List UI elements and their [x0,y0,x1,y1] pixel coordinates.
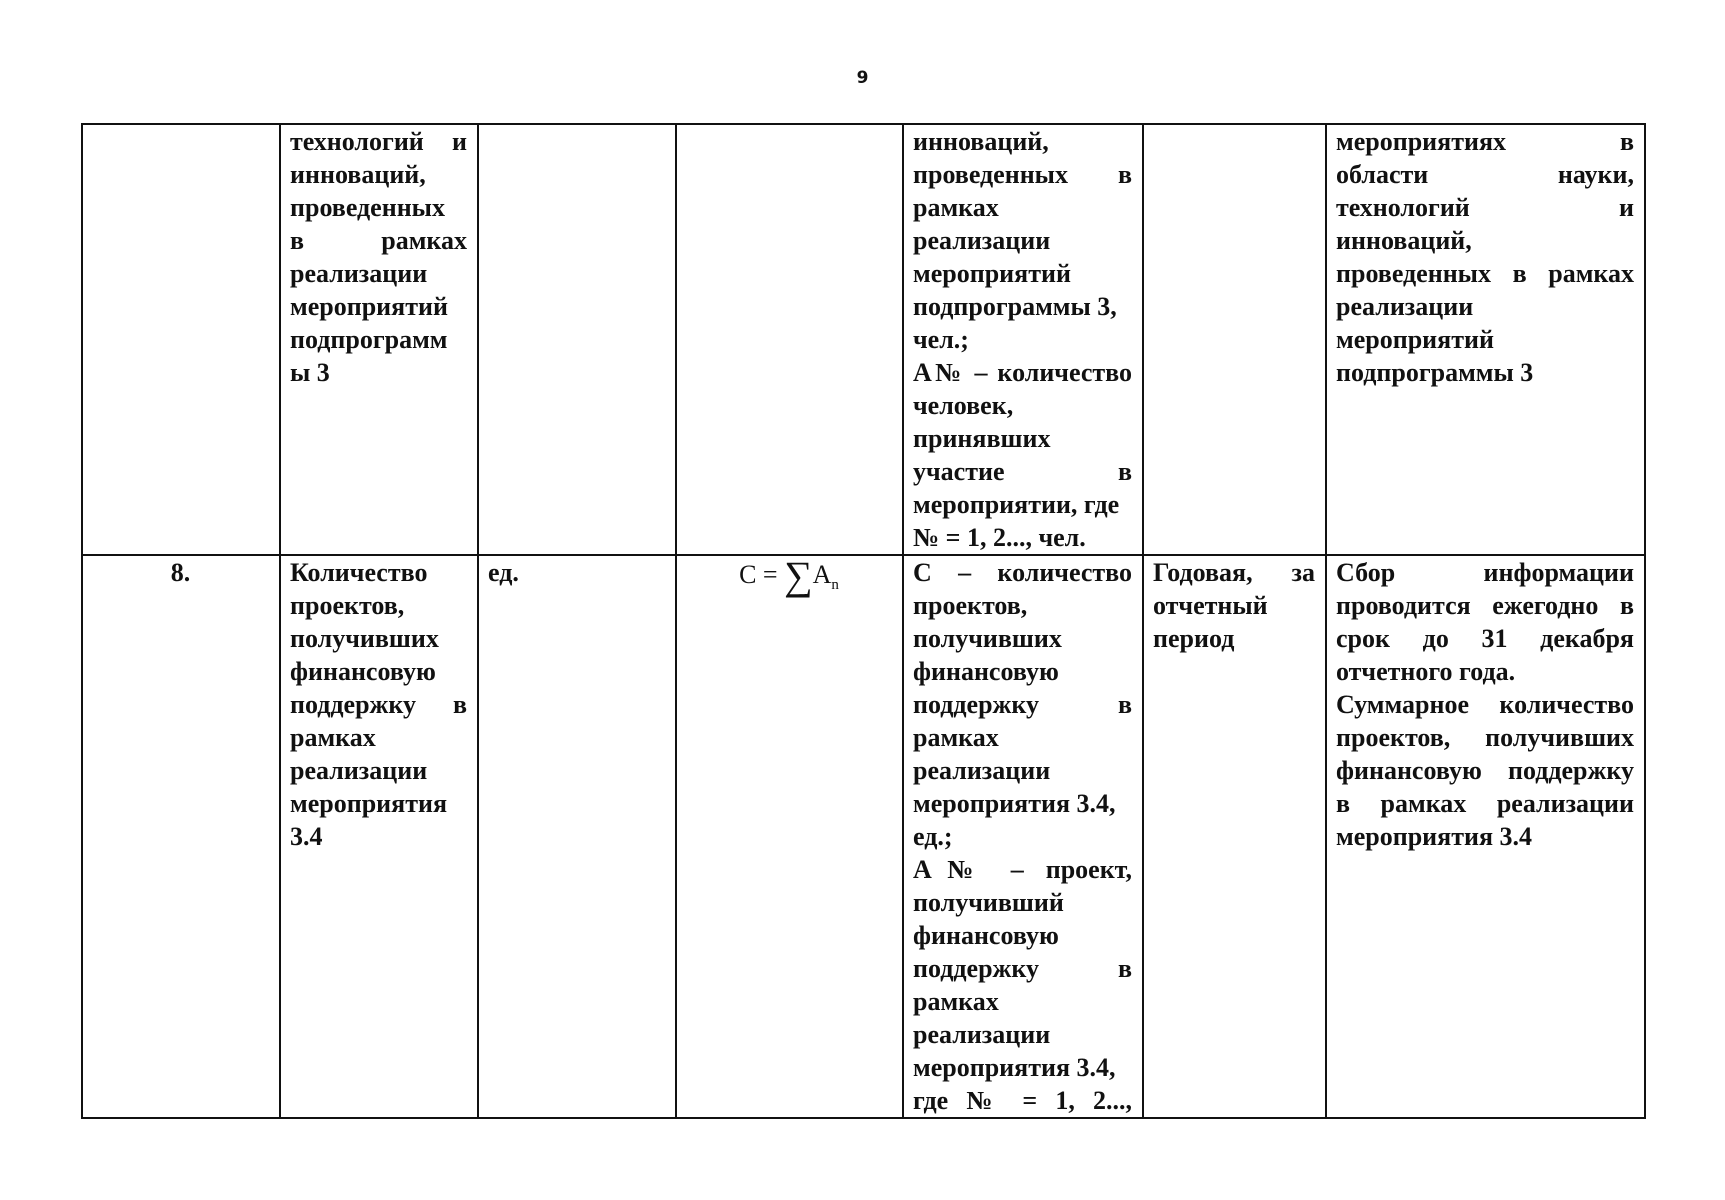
text-line: финансовую [913,657,1059,686]
text-line: в рамках реализации [1336,789,1634,818]
period-cell [1143,555,1326,1118]
text-line: поддержку в [913,954,1132,983]
text-line: подпрограммы 3 [1336,358,1534,387]
text-line: реализации [913,1020,1051,1049]
indicator-name-cell [280,555,478,1118]
text-line: поддержку в [913,690,1132,719]
text-line: принявших [913,424,1051,453]
text-line: инноваций, [913,127,1049,156]
text-line: проводится ежегодно в [1336,591,1634,620]
text-line: реализации [913,756,1051,785]
row-number: 8. [170,558,191,587]
method-cell [1326,555,1645,1118]
text-line: где № = 1, 2..., [913,1086,1132,1115]
text-line: рамках [913,987,999,1016]
text-line: мероприятий [913,259,1071,288]
text-line: ед.; [913,822,953,851]
text-line: в рамках [290,226,467,255]
text-line: проектов, получивших [1336,723,1634,752]
page-number: 9 [856,68,869,88]
method-cell [1326,124,1645,555]
text-line: технологий и [290,127,467,156]
sum-symbol: ∑ [784,555,813,598]
text-line: подпрограммы 3, [913,292,1117,321]
text-line: финансовую [913,921,1059,950]
text-line: A№ – количество [913,358,1132,387]
text-line: A№ – проект, [913,855,1132,884]
text-line: получивший [913,888,1064,917]
table-row [82,124,1645,555]
text-line: мероприятии, где [913,490,1120,519]
text-line: рамках [913,723,999,752]
text-line: участие в [913,457,1132,486]
formula-lhs: C = [739,560,785,589]
text-line: инноваций, [1336,226,1472,255]
text-line: чел.; [913,325,969,354]
formula-variable: A [812,560,832,589]
text-line: проектов, [913,591,1028,620]
text-line: мероприятия 3.4, [913,1053,1116,1082]
table-row [82,555,1645,1118]
text-line: получивших [290,624,439,653]
text-line: поддержку в [290,690,467,719]
text-line: человек, [913,391,1014,420]
text-line: ы 3 [290,358,330,387]
formula-cell [676,555,903,1118]
text-line: мероприятия 3.4, [913,789,1116,818]
description-cell [903,124,1143,555]
text-line: области науки, [1336,160,1634,189]
formula-cell [676,124,903,555]
text-line: Годовая, за [1153,558,1315,587]
row-number-cell [82,555,280,1118]
text-line: 3.4 [290,822,323,851]
text-line: мероприятий [290,292,448,321]
text-line: № = 1, 2..., чел. [913,523,1086,552]
text-line: проведенных в [913,160,1132,189]
formula-subscript: n [831,577,839,594]
text-line: период [1153,624,1235,653]
text-line: подпрограмм [290,325,448,354]
indicator-name-cell [280,124,478,555]
text-line: C – количество [913,558,1132,587]
text-line: Суммарное количество [1336,690,1634,719]
row-number-cell [82,124,280,555]
text-line: мероприятиях в [1336,127,1634,156]
text-line: мероприятия [290,789,448,818]
text-line: технологий и [1336,193,1634,222]
description-cell [903,555,1143,1118]
period-cell [1143,124,1326,555]
text-line: мероприятия 3.4 [1336,822,1533,851]
unit-cell [478,124,676,555]
text-line: отчетного года. [1336,657,1516,686]
text-line: реализации [290,756,428,785]
text-line: финансовую [290,657,436,686]
text-line: проведенных [290,193,445,222]
formula [739,555,839,602]
indicator-table [81,123,1646,1119]
text-line: проектов, [290,591,405,620]
text-line: финансовую поддержку [1336,756,1634,785]
text-line: Сбор информации [1336,558,1634,587]
text-line: проведенных в рамках [1336,259,1634,288]
text-line: инноваций, [290,160,426,189]
text-line: отчетный [1153,591,1268,620]
text-line: реализации [290,259,428,288]
unit-cell [478,555,676,1118]
text-line: получивших [913,624,1062,653]
unit-value: ед. [488,558,519,587]
text-line: реализации [913,226,1051,255]
text-line: срок до 31 декабря [1336,624,1634,653]
text-line: реализации [1336,292,1474,321]
text-line: рамках [913,193,999,222]
text-line: мероприятий [1336,325,1494,354]
text-line: Количество [290,558,428,587]
text-line: рамках [290,723,376,752]
